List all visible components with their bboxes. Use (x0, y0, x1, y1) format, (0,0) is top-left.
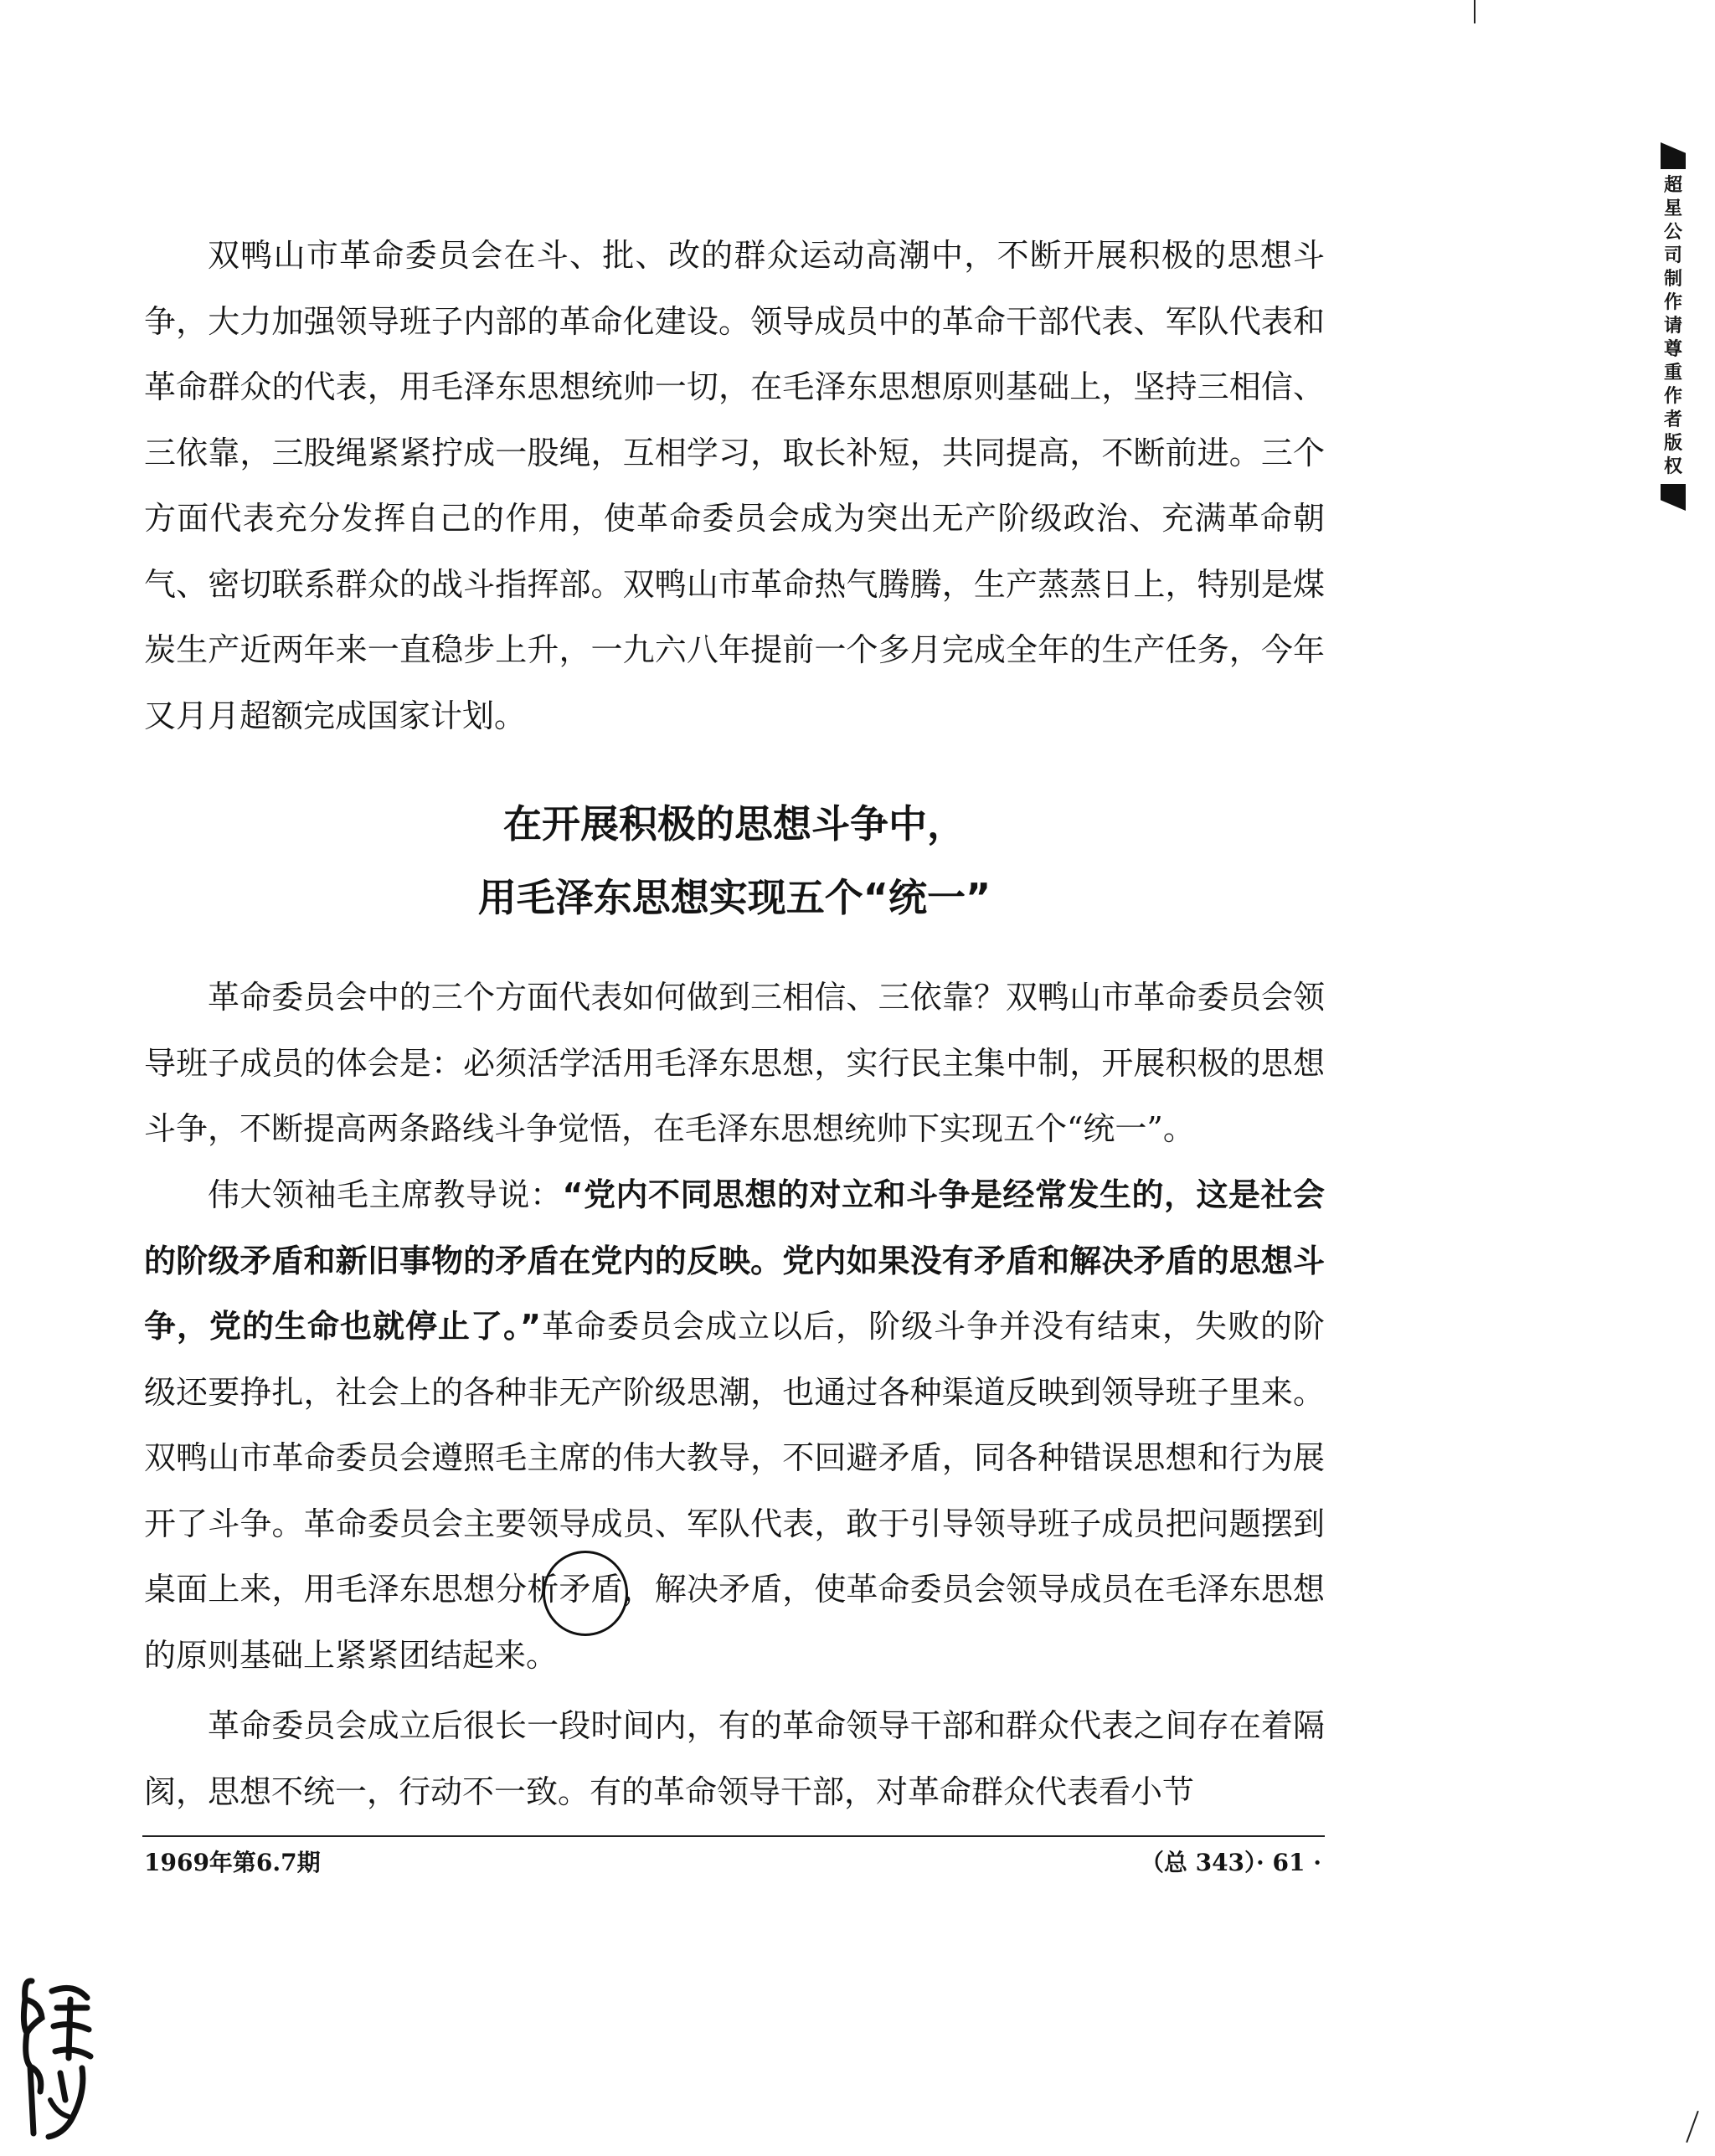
footer-page-number: （总 343）· 61 · (1140, 1849, 1321, 1876)
section-heading-line-2: 用毛泽东思想实现五个“统一” (477, 875, 991, 920)
paragraph-3-intro: 伟大领袖毛主席教导说： (208, 1176, 563, 1213)
paragraph-4: 革命委员会成立后很长一段时间内，有的革命领导干部和群众代表之间存在着隔阂，思想不统一，行动不一致。有的革命领导干部，对革命群众代表看小节 (144, 1707, 1325, 1810)
section-heading-line-1: 在开展积极的思想斗争中， (503, 801, 966, 846)
watermark-bar-bottom (1661, 484, 1686, 511)
footer-issue: 1969年第6.7期 (144, 1849, 321, 1876)
library-seal-stamp (15, 1974, 99, 2142)
scan-artifact-top (1474, 0, 1476, 23)
paragraph-3-body: 革命委员会成立以后，阶级斗争并没有结束，失败的阶级还要挣扎，社会上的各种非无产阶级思潮，也通过各种渠道反映到领导班子里来。双鸭山市革命委员会遵照毛主席的伟大教导，不回避矛盾，同各种错误思想和行为展开了斗争。革命委员会主要领导成员、军队代表，敢于引导领导班子成员把问题摆到桌面上来，用毛泽东思想分析矛盾，解决矛盾，使革命委员会领导成员在毛泽东思想的原则基础上紧紧团结起来。 (144, 1308, 1325, 1674)
copyright-watermark (1658, 142, 1688, 511)
handwritten-circle-mark (543, 1551, 628, 1636)
watermark-bar-top (1661, 142, 1686, 169)
watermark-text: 超星公司制作请尊重作者版权 (1663, 175, 1682, 477)
mao-quotation: “党内不同思想的对立和斗争是经常发生的，这是社会的阶级矛盾和新旧事物的矛盾在党内的反映。党内如果没有矛盾和解决矛盾的思想斗争，党的生命也就停止了。” (144, 1176, 1325, 1345)
paragraph-1: 双鸭山市革命委员会在斗、批、改的群众运动高潮中，不断开展积极的思想斗争，大力加强领导班子内部的革命化建设。领导成员中的革命干部代表、军队代表和革命群众的代表，用毛泽东思想统帅一切，在毛泽东思想原则基础上，坚持三相信、三依靠，三股绳紧紧拧成一股绳，互相学习，取长补短，共同提高，不断前进。三个方面代表充分发挥自己的作用，使革命委员会成为突出无产阶级政治、充满革命朝气、密切联系群众的战斗指挥部。双鸭山市革命热气腾腾，生产蒸蒸日上，特别是煤炭生产近两年来一直稳步上升，一九六八年提前一个多月完成全年的生产任务，今年又月月超额完成国家计划。 (144, 237, 1325, 734)
paragraph-3 (144, 1162, 1325, 1688)
footer-divider (142, 1835, 1325, 1837)
paragraph-2: 革命委员会中的三个方面代表如何做到三相信、三依靠？双鸭山市革命委员会领导班子成员的体会是：必须活学活用毛泽东思想，实行民主集中制，开展积极的思想斗争，不断提高两条路线斗争觉悟，在毛泽东思想统帅下实现五个“统一”。 (144, 979, 1325, 1147)
scan-artifact-bottom (1686, 2111, 1699, 2143)
